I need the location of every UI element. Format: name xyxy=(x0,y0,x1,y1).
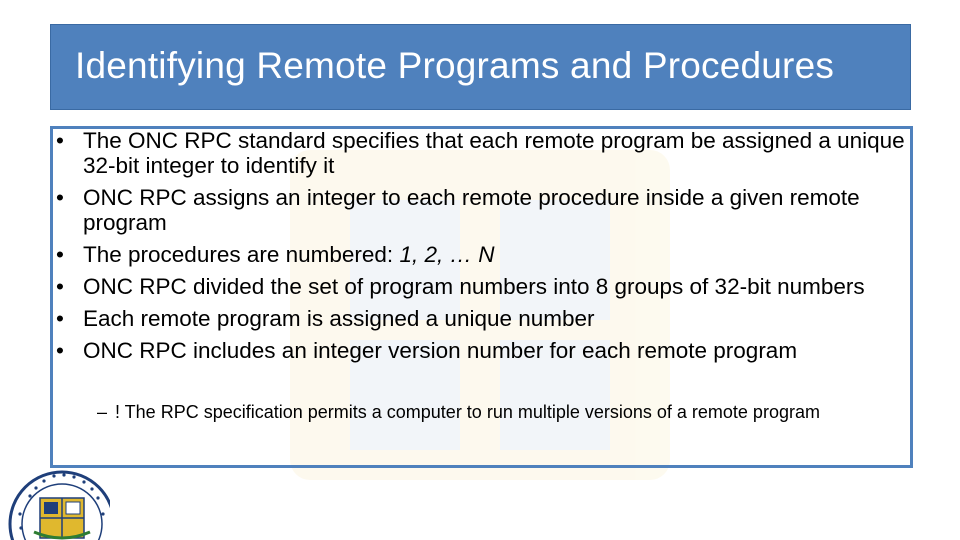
bullet-text: The ONC RPC standard specifies that each remote program be assigned a unique 32-bit integer to identify it xyxy=(83,128,905,178)
bullet-text: ONC RPC divided the set of program numbers into 8 groups of 32-bit numbers xyxy=(83,274,865,299)
bullet-text: The procedures are numbered: xyxy=(83,242,400,267)
bullet-text: ONC RPC assigns an integer to each remote procedure inside a given remote program xyxy=(83,185,860,235)
bullet-icon: • xyxy=(56,185,64,210)
bullet-item xyxy=(56,128,906,178)
bullet-icon: • xyxy=(56,128,64,153)
title-bar xyxy=(50,24,911,110)
bullet-icon: • xyxy=(56,338,64,363)
bullet-icon: • xyxy=(56,274,64,299)
sub-bullet xyxy=(97,401,897,424)
bullet-item xyxy=(56,306,906,331)
bullet-icon: • xyxy=(56,242,64,267)
bullet-item xyxy=(56,274,906,299)
bullet-italic-text: 1, 2, … N xyxy=(399,242,495,267)
bullet-item xyxy=(56,338,906,363)
bullet-item xyxy=(56,242,906,267)
bullet-text: ONC RPC includes an integer version number for each remote program xyxy=(83,338,798,363)
university-seal-logo xyxy=(6,466,110,540)
slide-title: Identifying Remote Programs and Procedures xyxy=(75,45,835,86)
bullet-text: Each remote program is assigned a unique number xyxy=(83,306,595,331)
bullet-list xyxy=(56,128,906,370)
dash-icon: – xyxy=(97,402,108,422)
bullet-item xyxy=(56,185,906,235)
sub-bullet-text: ! The RPC specification permits a computer to run multiple versions of a remote program xyxy=(115,402,820,422)
bullet-icon: • xyxy=(56,306,64,331)
